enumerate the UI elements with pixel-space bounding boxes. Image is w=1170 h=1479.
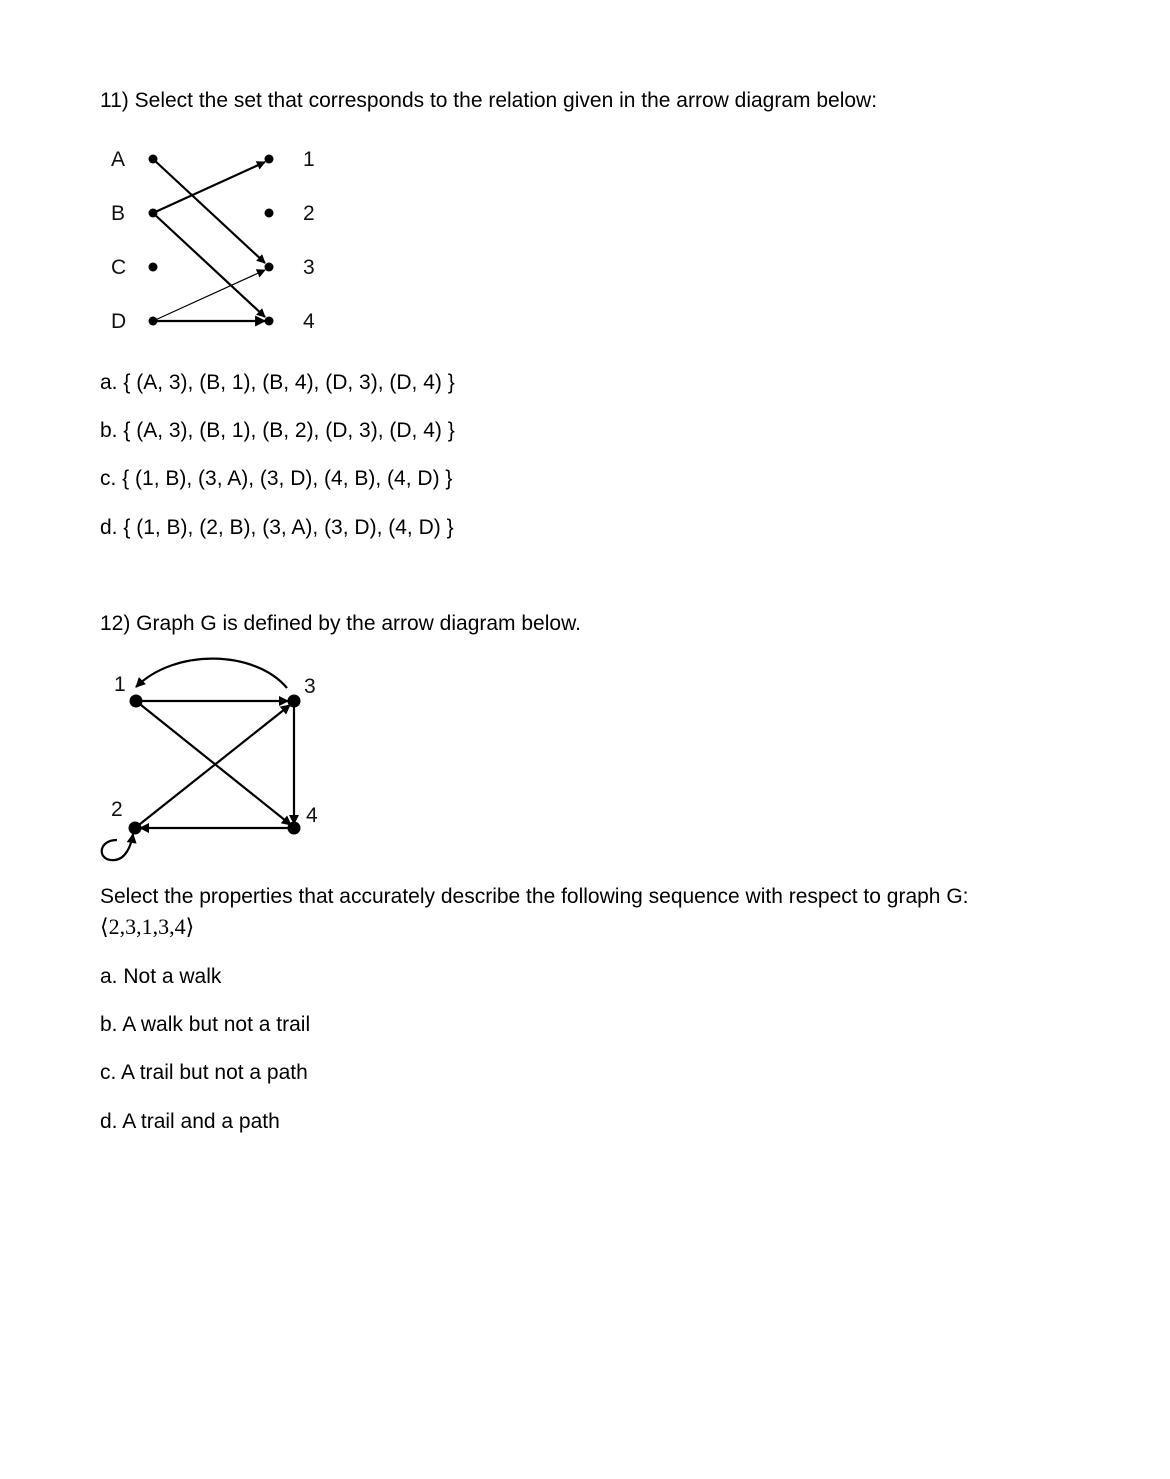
q11-dot-4: [265, 317, 274, 326]
q11-option-a[interactable]: a. { (A, 3), (B, 1), (B, 4), (D, 3), (D, 4) }: [100, 371, 455, 394]
q12-loop-2: [102, 834, 133, 860]
q12-prompt: 12) Graph G is defined by the arrow diagram below.: [100, 612, 581, 635]
q12-option-b[interactable]: b. A walk but not a trail: [100, 1013, 311, 1036]
q12-vertex-label-3: 3: [304, 675, 316, 698]
q11-dot-1: [265, 155, 274, 164]
q11-dot-c: [149, 263, 158, 272]
q12-sequence: ⟨2,3,1,3,4⟩: [100, 914, 195, 939]
q11-arrow-b-4: [153, 213, 265, 317]
q11-option-c[interactable]: c. { (1, B), (3, A), (3, D), (4, B), (4, D) }: [100, 467, 453, 490]
q11-label-4: 4: [303, 310, 315, 333]
q11-option-b[interactable]: b. { (A, 3), (B, 1), (B, 2), (D, 3), (D, 4) }: [100, 419, 455, 442]
q12-vertex-2: [129, 822, 142, 835]
q11-arrow-d-3: [153, 270, 265, 321]
q11-arrow-a-3: [153, 159, 265, 263]
q12-vertex-4: [288, 822, 301, 835]
q12-edge-1-4: [136, 701, 291, 825]
q11-label-3: 3: [303, 256, 315, 279]
q11-label-2: 2: [303, 202, 315, 225]
q12-option-d[interactable]: d. A trail and a path: [100, 1110, 280, 1133]
q12-graph-diagram: [95, 650, 335, 870]
q11-dot-3: [265, 263, 274, 272]
q11-label-d: D: [111, 310, 127, 333]
q12-edge-2-3: [135, 705, 290, 828]
q11-prompt: 11) Select the set that corresponds to the relation given in the arrow diagram below:: [100, 89, 878, 112]
q12-vertex-3: [288, 695, 301, 708]
q12-vertex-1: [130, 695, 143, 708]
q12-vertex-label-4: 4: [306, 804, 318, 827]
q12-edge-3-1: [136, 659, 287, 688]
q11-label-1: 1: [303, 148, 315, 171]
q11-option-d[interactable]: d. { (1, B), (2, B), (3, A), (3, D), (4, D) }: [100, 516, 454, 539]
q11-label-a: A: [111, 148, 126, 171]
q12-vertex-label-1: 1: [114, 673, 126, 696]
q12-vertex-label-2: 2: [111, 798, 123, 821]
q11-dot-2: [265, 209, 274, 218]
q11-label-c: C: [111, 256, 127, 279]
q12-option-c[interactable]: c. A trail but not a path: [100, 1061, 308, 1084]
q11-arrow-b-1: [153, 162, 265, 213]
q11-label-b: B: [111, 202, 126, 225]
q12-option-a[interactable]: a. Not a walk: [100, 965, 222, 988]
q11-arrow-diagram: [100, 140, 340, 340]
q12-question: Select the properties that accurately describe the following sequence with respect to graph G:: [100, 885, 969, 908]
